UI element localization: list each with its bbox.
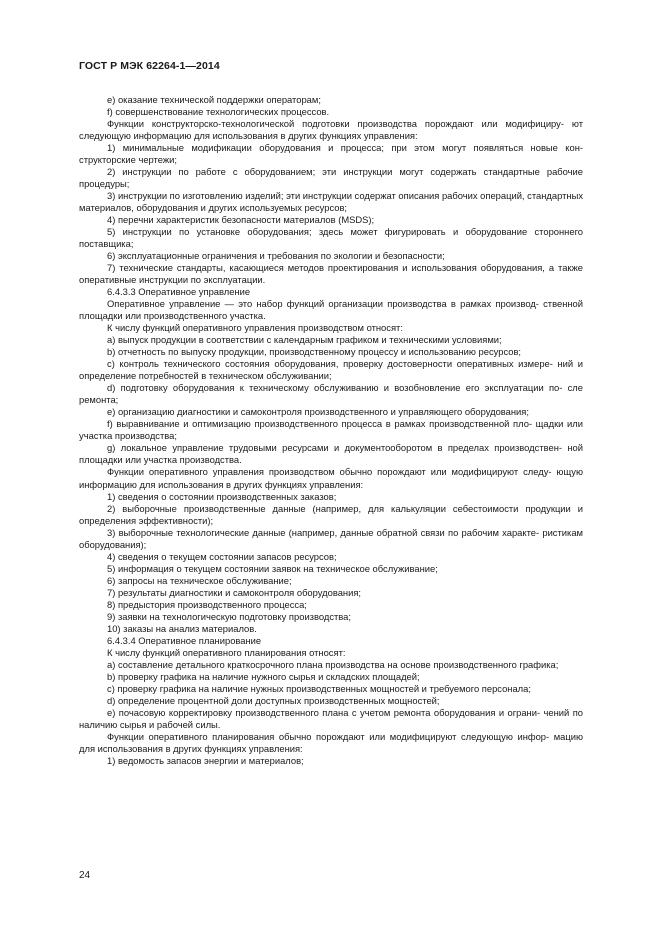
list-item: 4) сведения о текущем состоянии запасов ресурсов; bbox=[107, 550, 337, 562]
list-item: f) выравнивание и оптимизацию производственного процесса в рамках производственной пло- щадки или участка производства; bbox=[79, 418, 583, 442]
list-item: е) оказание технической поддержки операторам; bbox=[107, 94, 321, 105]
list-item: 1) минимальные модификации оборудования и процесса; при этом могут появляться новые кон- структорские чертежи; bbox=[79, 142, 583, 166]
document-header: ГОСТ Р МЭК 62264-1—2014 bbox=[79, 60, 220, 72]
list-item: а) составление детального краткосрочного плана производства на основе производственного графика; bbox=[107, 658, 559, 670]
list-item: 2) выборочные производственные данные (например, для калькуляции себестоимости продукции и определения эффективности); bbox=[79, 502, 583, 526]
paragraph: К числу функций оперативного планирования относят: bbox=[107, 646, 346, 658]
list-item: 10) заказы на анализ материалов. bbox=[107, 622, 257, 634]
list-item: b) отчетность по выпуску продукции, производственному процессу и использованию ресурсов; bbox=[107, 346, 522, 358]
section-heading: 6.4.3.4 Оперативное планирование bbox=[107, 634, 262, 646]
document-body bbox=[79, 94, 583, 767]
list-item: 4) перечни характеристик безопасности материалов (MSDS); bbox=[107, 214, 375, 226]
list-item: 2) инструкции по работе с оборудованием; эти инструкции могут содержать стандартные рабочие процедуры; bbox=[79, 166, 583, 190]
list-item: 5) информация о текущем состоянии заявок на техническое обслуживание; bbox=[107, 562, 438, 574]
paragraph: Функции конструкторско-технологической подготовки производства порождают или модифициру- ют следующую информацию для использования в других функциях управления: bbox=[79, 118, 583, 142]
paragraph: Оперативное управление — это набор функций организации производства в рамках производ- ственной площадки или производственного участка. bbox=[79, 298, 583, 322]
list-item: 7) результаты диагностики и самоконтроля оборудования; bbox=[107, 586, 362, 598]
paragraph: К числу функций оперативного управления производством относят: bbox=[107, 322, 403, 334]
list-item: b) проверку графика на наличие нужного сырья и складских площадей; bbox=[107, 670, 420, 682]
list-item: 5) инструкции по установке оборудования; здесь может фигурировать и оборудование стороннего поставщика; bbox=[79, 226, 583, 250]
list-item: 1) ведомость запасов энергии и материалов; bbox=[107, 754, 304, 766]
paragraph: Функции оперативного управления производством обычно порождают или модифицируют следу- ющую информацию для использования в других функциях управления: bbox=[79, 466, 583, 490]
list-item: 1) сведения о состоянии производственных заказов; bbox=[107, 490, 337, 502]
list-item: а) выпуск продукции в соответствии с календарным графиком и техническими условиями; bbox=[107, 334, 502, 346]
page-number: 24 bbox=[79, 870, 91, 881]
list-item: 6) эксплуатационные ограничения и требования по экологии и безопасности; bbox=[107, 250, 445, 262]
list-item: 8) предыстория производственного процесса; bbox=[107, 598, 307, 610]
list-item: g) локальное управление трудовыми ресурсами и документооборотом в пределах производствен- ной площадки или участка производства. bbox=[79, 442, 583, 466]
list-item: 6) запросы на техническое обслуживание; bbox=[107, 574, 292, 586]
list-item: f) совершенствование технологических процессов. bbox=[107, 106, 330, 118]
list-item: d) определение процентной доли доступных производственных мощностей; bbox=[107, 694, 440, 706]
list-item: с) контроль технического состояния оборудования, проверку достоверности оперативных измере- ний и определение потребностей в техническом обслуживании; bbox=[79, 358, 583, 382]
list-item: 3) инструкции по изготовлению изделий; эти инструкции содержат описания рабочих операций, стандартных материалов, оборудования и других используемых ресурсов; bbox=[79, 190, 584, 214]
list-item: 7) технические стандарты, касающиеся методов проектирования и использования оборудования, а также оперативные инструкции по эксплуатации. bbox=[79, 262, 583, 286]
list-item: 3) выборочные технологические данные (например, данные обратной связи по рабочим характе- ристикам оборудования); bbox=[79, 526, 583, 550]
list-item: е) почасовую корректировку производственного плана с учетом ремонта оборудования и ограни- чений по наличию сырья и рабочей силы. bbox=[79, 706, 583, 730]
list-item: с) проверку графика на наличие нужных производственных мощностей и требуемого персонала; bbox=[107, 682, 531, 694]
list-item: е) организацию диагностики и самоконтроля производственного и управляющего оборудования; bbox=[107, 406, 529, 418]
list-item: 9) заявки на технологическую подготовку производства; bbox=[107, 610, 352, 622]
list-item: d) подготовку оборудования к техническому обслуживанию и возобновление его эксплуатации по- сле ремонта; bbox=[79, 382, 583, 406]
section-heading: 6.4.3.3 Оперативное управление bbox=[107, 286, 251, 298]
paragraph: Функции оперативного планирования обычно порождают или модифицируют следующую инфор- мацию для использования в других функциях управления: bbox=[79, 730, 583, 754]
